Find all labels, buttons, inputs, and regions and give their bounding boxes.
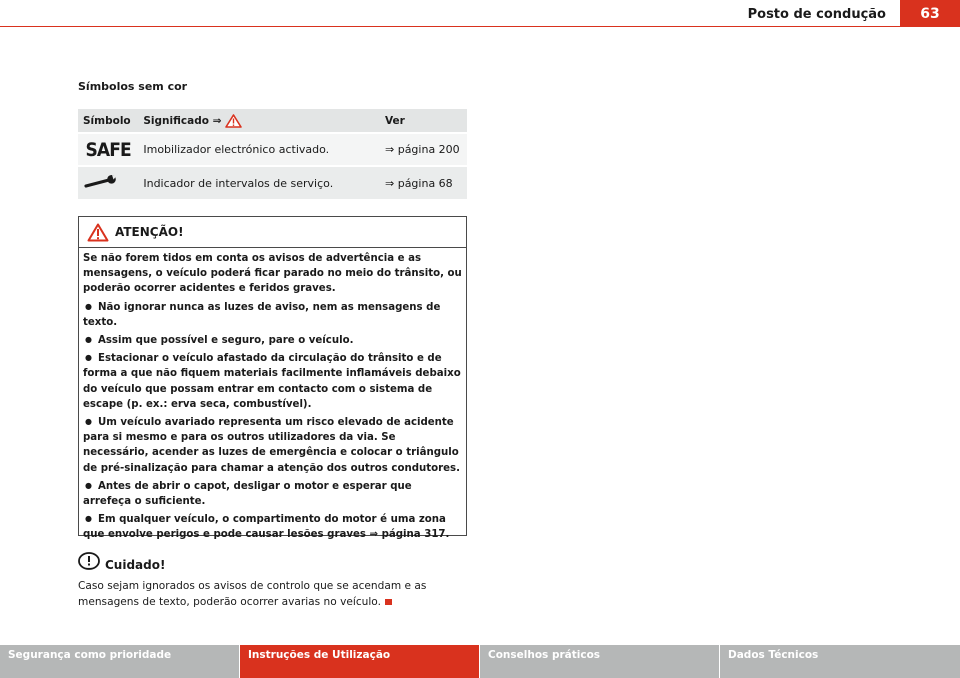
header-title: Posto de condução [747,7,886,22]
col-symbol-header: Símbolo [78,109,138,133]
footer-tab-instructions[interactable]: Instruções de Utilização [240,645,480,678]
footer-tab-technical-data[interactable]: Dados Técnicos [720,645,960,678]
warning-bullet: ● Estacionar o veículo afastado da circulação do trânsito e de forma a que não fiquem materiais facilmente inflamáveis debaixo do veículo que possam entrar em contacto com o sistema de escape (p. ex.: erva seca, combustível). [83,351,462,412]
symbols-table [78,109,467,199]
warning-bullet: ● Não ignorar nunca as luzes de aviso, nem as mensagens de texto. [83,300,462,330]
table-row [78,133,467,166]
footer-nav [0,645,960,678]
warning-bullet: ● Antes de abrir o capot, desligar o motor e esperar que arrefeça o suficiente. [83,479,462,509]
caution-title: Cuidado! [105,558,166,572]
page-link[interactable]: ⇒ página 200 [380,133,467,166]
meaning-cell: Imobilizador electrónico activado. [138,133,380,166]
caution-exclamation-icon [78,552,100,572]
caution-header [78,552,165,572]
meaning-cell: Indicador de intervalos de serviço. [138,166,380,199]
wrench-icon [78,166,138,199]
end-marker-icon [385,599,392,605]
col-see-header: Ver [380,109,467,133]
page-number: 63 [900,0,960,27]
warning-triangle-icon [87,223,109,242]
footer-tab-safety[interactable]: Segurança como prioridade [0,645,240,678]
section-title: Símbolos sem cor [78,80,188,93]
warning-header [79,217,466,248]
warning-body [79,248,466,543]
warning-bullet: ● Em qualquer veículo, o compartimento do motor é uma zona que envolve perigos e pode causar lesões graves ⇒ página 317. [83,512,462,542]
table-header-row [78,109,467,133]
header-rule [0,26,960,27]
safe-icon: SAFE [78,133,138,166]
table-row [78,166,467,199]
page-link[interactable]: ⇒ página 68 [380,166,467,199]
warning-intro: Se não forem tidos em conta os avisos de advertência e as mensagens, o veículo poderá ficar parado no meio do trânsito, ou poderão ocorrer acidentes e feridos graves. [83,253,462,295]
warning-triangle-icon [225,114,242,128]
warning-box [78,216,467,541]
warning-bullet: ● Um veículo avariado representa um risco elevado de acidente para si mesmo e para os outros utilizadores da via. Se necessário, acender as luzes de emergência e colocar o triângulo de pré-sinalização para chamar a atenção dos outros condutores. [83,415,462,476]
col-meaning-header: Significado ⇒ [138,109,380,133]
caution-text: Caso sejam ignorados os avisos de controlo que se acendam e as mensagens de texto, poderão ocorrer avarias no veículo. [78,580,427,608]
footer-tab-tips[interactable]: Conselhos práticos [480,645,720,678]
warning-title: ATENÇÃO! [115,225,184,239]
warning-bullet: ● Assim que possível e seguro, pare o veículo. [83,333,462,348]
